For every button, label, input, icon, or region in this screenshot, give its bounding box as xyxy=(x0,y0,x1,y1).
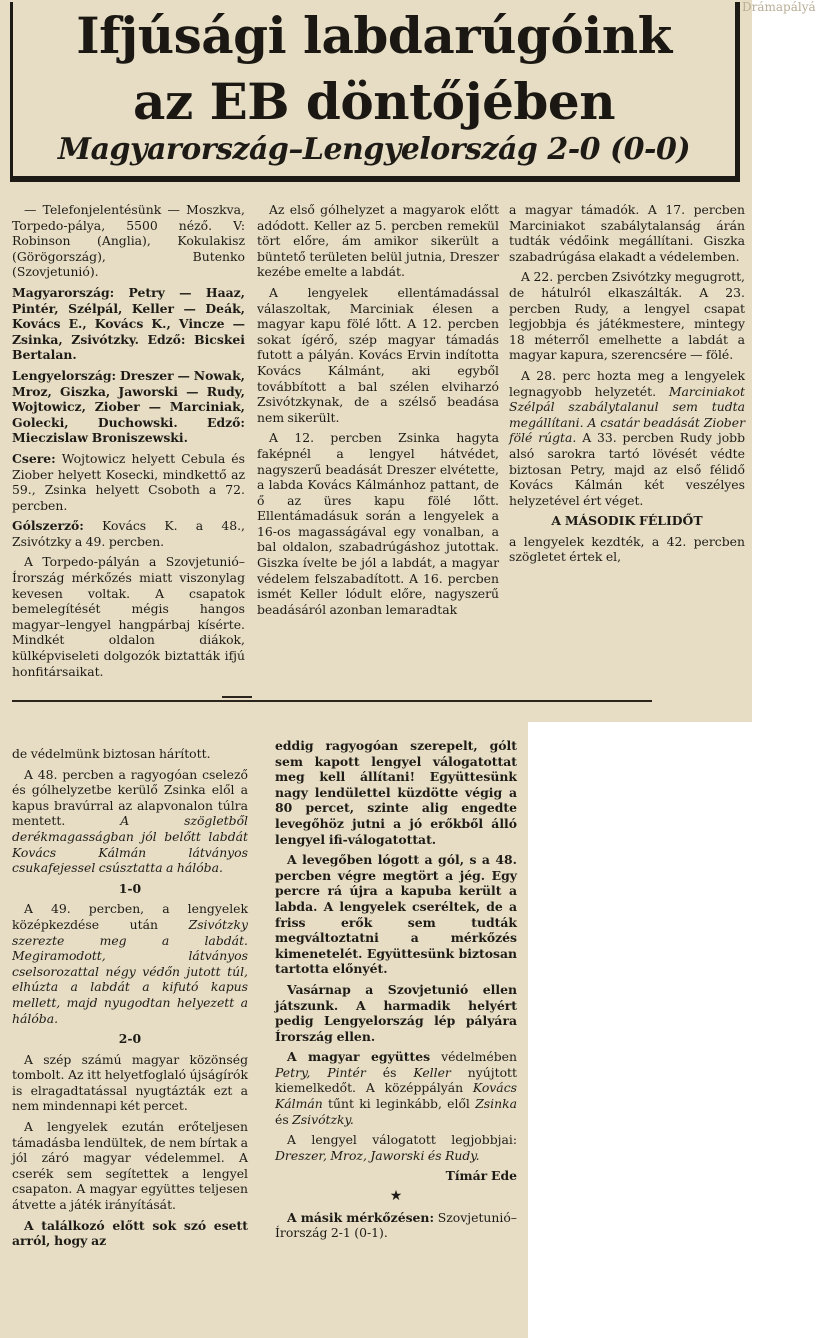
paragraph xyxy=(509,368,745,508)
italic-run: Keller xyxy=(413,1064,451,1080)
bold-run: A találkozó előtt sok szó esett arról, hogy az xyxy=(12,1217,248,1249)
scorers-text: Kovács K. a 48., Zsivótzky a 49. percben. xyxy=(12,518,245,549)
short-rule xyxy=(222,696,252,698)
italic-run: A szögletből derékmagasságban jól belőtt labdát Kovács Kálmán látványos csukafejessel csúsztatta a hálóba. xyxy=(12,813,248,876)
paragraph xyxy=(12,901,248,1026)
paragraph: A szép számú magyar közönség tombolt. Az itt helyetfoglaló újságírók is elragadtatással nyugtázták ezt a nem mindennapi két percet. xyxy=(12,1051,248,1114)
bottom-clipping xyxy=(0,722,528,1338)
bottom-rule xyxy=(12,700,652,702)
text-run: A 33. percben Rudy jobb alsó sarokra tartó lövését védte biztosan Petry, majd az első félidő Kovács Kálmán két veszélyes helyzetével ért véget. xyxy=(509,430,746,508)
lineup-poland-label: Lengyelország: xyxy=(12,367,117,383)
text-run: és xyxy=(365,1064,414,1080)
paragraph: a lengyelek kezdték, a 42. percben szögletet értek el, xyxy=(509,533,745,565)
section-head-second-half: A MÁSODIK FÉLIDŐT xyxy=(551,513,703,529)
italic-run: Zsinka xyxy=(475,1096,517,1112)
lineup-poland-players: Dreszer — Nowak, Mroz, Giszka, Jaworski — Rudy, Wojtowicz, Ziober — Marciniak, Golecki, Duchowski. Edző: Mieczislaw Broniszewski. xyxy=(12,367,245,446)
author-byline: Tímár Ede xyxy=(445,1168,517,1184)
paragraph xyxy=(275,1210,517,1241)
column-1 xyxy=(12,202,245,684)
score-2-0: 2-0 xyxy=(118,1031,142,1047)
star-separator: ★ xyxy=(389,1188,403,1205)
bold-run: A másik mérkőzésen: xyxy=(287,1209,435,1225)
text-run: A 28. perc hozta meg a lengyelek legnagyobb helyzetét. xyxy=(509,367,745,399)
text-run: A 48. percben a ragyogóan cselező és gólhelyzetbe kerülő Zsinka elől a kapus bravúrral az alapvonalon túlra mentett. xyxy=(12,766,248,829)
paragraph xyxy=(12,767,248,876)
lineup-hungary-label: Magyarország: xyxy=(12,284,115,300)
paragraph xyxy=(275,1132,517,1163)
headline-line-1: Ifjúsági labdarúgóink xyxy=(76,6,672,65)
headline-box xyxy=(10,2,740,182)
dateline: — Telefonjelentésünk — Moszkva, Torpedo-pálya, 5500 néző. V: Robinson (Anglia), Kokulakisz (Görögország), Butenko (Szovjetunió). xyxy=(12,202,245,280)
paragraph: a magyar támadók. A 17. percben Marciniakot szabálytalanság árán tudták védőink megállítani. Giszka szabadrúgása elakadt a védelemben. xyxy=(509,202,745,264)
bold-run: A magyar együttes xyxy=(287,1049,431,1065)
paragraph: de védelmünk biztosan hárított. xyxy=(12,746,211,761)
score-1-0: 1-0 xyxy=(118,880,142,896)
text-run: és xyxy=(275,1111,293,1127)
column-2 xyxy=(257,202,499,622)
text-run: A 49. percben, a lengyelek középkezdése után xyxy=(12,901,248,932)
text-run: tűnt ki leginkább, elől xyxy=(322,1096,476,1112)
text-run: A lengyel válogatott legjobbjai: xyxy=(287,1132,517,1148)
paragraph xyxy=(12,1218,248,1249)
column-4 xyxy=(12,746,248,1254)
lineup-hungary xyxy=(12,285,245,363)
paragraph: Az első gólhelyzet a magyarok előtt adódott. Keller az 5. percben remekül tört előre, ám amikor sikerült a büntető területen belül jutnia, Dreszer kezébe emelte a labdát. xyxy=(257,202,499,280)
paragraph xyxy=(275,1049,517,1127)
column-5 xyxy=(275,738,517,1246)
text-run: Szovjetunió–Írország 2-1 (0-1). xyxy=(275,1209,517,1241)
italic-run: Kovács Kálmán xyxy=(275,1080,517,1112)
substitutions-label: Csere: xyxy=(12,450,56,466)
text-run: védelmében xyxy=(430,1049,517,1065)
substitutions xyxy=(12,451,245,513)
paragraph: Vasárnap a Szovjetunió ellen játszunk. A harmadik helyért pedig Lengyelország lép pályára Írország ellen. xyxy=(275,981,517,1044)
italic-run: Zsivótzky szerezte meg a labdát. Megiramodott, látványos cselsorozattal négy védőn jutott túl, elhúzta a labdát a kifutó kapus mellett, majd nyugodtan helyezett a hálóba. xyxy=(12,916,248,1026)
scorers xyxy=(12,518,245,549)
text-run: nyújtott kiemelkedőt. A középpályán xyxy=(275,1064,517,1096)
neighbor-faded-text: Drámapályá xyxy=(742,0,816,14)
paragraph: A lengyelek ellentámadással válaszoltak, Marciniak élesen a magyar kapu fölé lőtt. A 12. percben sokat ígérő, szép magyar támadás futott a pályán. Kovács Ervin indította Kovács Kálmánt, aki egyből továbbított a bal szélen elviharzó Zsivótzkynak, de a szélső beadása nem sikerült. xyxy=(257,284,499,425)
column-3 xyxy=(509,202,745,570)
italic-run: Marciniakot Szélpál szabálytalanul sem tudta megállítani. A csatár beadását Ziober fölé rúgta. xyxy=(509,383,745,446)
paragraph: A 22. percben Zsivótzky megugrott, de hátulról elkaszálták. A 23. percben Rudy, a lengyel csapat legjobbja és játékmestere, mintegy 18 méterről emelhette a labdát a magyar kapura, szerencsére — fölé. xyxy=(509,269,745,363)
italic-run: Zsivótzky. xyxy=(292,1111,354,1127)
lineup-hungary-players: Petry — Haaz, Pintér, Szélpál, Keller — Deák, Kovács E., Kovács K., Vincze — Zsinka, Zsivótzky. Edző: Bicskei Bertalan. xyxy=(12,284,245,363)
headline-line-2: az EB döntőjében xyxy=(132,72,616,131)
italic-run: Dreszer, Mroz, Jaworski és Rudy. xyxy=(275,1147,480,1163)
paragraph: A 12. percben Zsinka hagyta faképnél a lengyel hátvédet, nagyszerű beadását Dreszer elvétette, a labda Kovács Kálmánhoz pattant, de ő az üres kapu fölé lőtt. Ellentámadásuk során a lengyelek a 16-os magasságával egy vonalban, a bal oldalon, szabadrúgáshoz jutottak. Giszka ívelte be jól a labdát, a magyar védelem felszabadított. A 16. percben ismét Keller lódult előre, nagyszerű beadásáról azonban lemaradtak xyxy=(257,430,499,617)
substitutions-text: Wojtowicz helyett Cebula és Ziober helyett Kosecki, mindkettő az 59., Zsinka helyett Csoboth a 72. percben. xyxy=(12,450,245,513)
paragraph: A levegőben lógott a gól, s a 48. percben végre megtört a jég. Egy percre rá újra a kapuba került a labda. A lengyelek cseréltek, de a friss erők sem tudták megváltoztatni a mérkőzés kimenetelét. Együttesünk biztosan tartotta előnyét. xyxy=(275,852,517,977)
paragraph: A Torpedo-pályán a Szovjetunió–Írország mérkőzés miatt viszonylag kevesen voltak. A csapatok bemelegítését mégis hangos magyar–lengyel hangpárbaj kísérte. Mindkét oldalon diákok, külképviseleti dolgozók biztatták ifjú honfitársaikat. xyxy=(12,554,245,679)
paragraph: eddig ragyogóan szerepelt, gólt sem kapott lengyel válogatottat meg kell állítani! Együttesünk nagy lendülettel küzdötte végig a 80 percet, szinte alig engedte levegőhöz jutni a jó erőkből álló lengyel ifi-válogatottat. xyxy=(275,738,517,847)
italic-run: Petry, Pintér xyxy=(275,1064,366,1080)
lineup-poland xyxy=(12,368,245,446)
paragraph: A lengyelek ezután erőteljesen támadásba lendültek, de nem bírtak a jól záró magyar védelemmel. A cserék sem segítettek a lengyel csapaton. A magyar együttes teljesen átvette a játék irányítását. xyxy=(12,1119,249,1213)
scorers-label: Gólszerző: xyxy=(12,518,84,534)
subtitle-score: Magyarország–Lengyelország 2-0 (0-0) xyxy=(57,132,691,167)
